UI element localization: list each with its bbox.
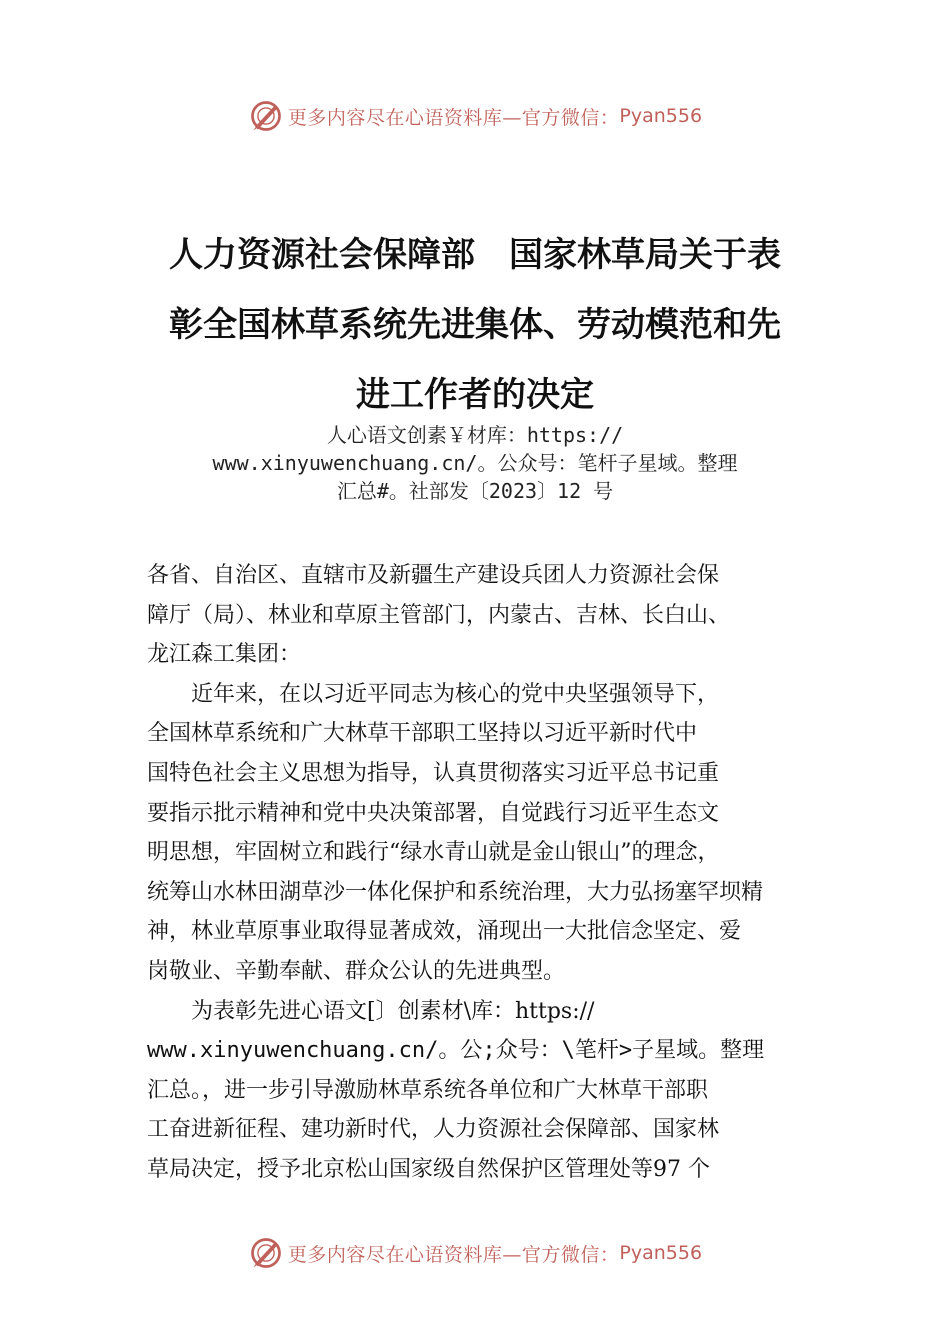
body-line-15: 工奋进新征程、建功新时代，人力资源社会保障部、国家林 xyxy=(147,1117,720,1143)
document-title xyxy=(145,220,805,430)
document-body xyxy=(147,556,827,1190)
body-line-11: 岗敬业、辛勤奉献、群众公认的先进典型。 xyxy=(147,958,566,984)
meta-line-3: 汇总#。社部发〔2023〕12 号 xyxy=(336,479,614,503)
title-line-3: 进工作者的决定 xyxy=(356,375,594,415)
body-line-13: www.xinyuwenchuang.cn/。公;众号：\笔杆>子星域。整理 xyxy=(147,1038,765,1064)
body-line-5: 全国林草系统和广大林草干部职工坚持以习近平新时代中 xyxy=(147,721,698,747)
meta-line-2: www.xinyuwenchuang.cn/。公众号：笔杆子星域。整理 xyxy=(212,451,738,475)
body-line-4: 近年来，在以习近平同志为核心的党中央坚强领导下， xyxy=(147,681,720,707)
body-line-1: 各省、自治区、直辖市及新疆生产建设兵团人力资源社会保 xyxy=(147,563,720,588)
header-watermark-banner xyxy=(0,96,950,136)
title-line-1: 人力资源社会保障部 国家林草局关于表 xyxy=(169,235,781,275)
body-line-16: 草局决定，授予北京松山国家级自然保护区管理处等97 个 xyxy=(147,1156,710,1182)
banner-text: 更多内容尽在心语资料库—官方微信： xyxy=(287,106,620,129)
banner-handle: Pyan556 xyxy=(619,105,703,127)
banner-text: 更多内容尽在心语资料库—官方微信： xyxy=(287,1243,620,1266)
body-line-9: 统筹山水林田湖草沙一体化保护和系统治理，大力弘扬塞罕坝精 xyxy=(147,879,764,905)
title-line-2: 彰全国林草系统先进集体、劳动模范和先 xyxy=(169,305,781,345)
footer-watermark-banner xyxy=(0,1233,950,1273)
body-line-3: 龙江森工集团： xyxy=(147,642,302,668)
body-line-6: 国特色社会主义思想为指导，认真贯彻落实习近平总书记重 xyxy=(147,760,720,786)
pen-logo-icon xyxy=(248,1235,284,1271)
document-source-line xyxy=(145,421,805,505)
body-line-8: 明思想，牢固树立和践行“绿水青山就是金山银山”的理念， xyxy=(147,840,720,866)
body-line-7: 要指示批示精神和党中央决策部署，自觉践行习近平生态文 xyxy=(147,800,720,826)
body-line-2: 障厅（局）、林业和草原主管部门，内蒙古、吉林、长白山、 xyxy=(147,602,731,628)
body-line-10: 神，林业草原事业取得显著成效，涌现出一大批信念坚定、爱 xyxy=(147,919,742,945)
body-line-12: 为表彰先进心语文[〕创素材\库：https:// xyxy=(147,998,595,1024)
body-line-14: 汇总。，进一步引导激励林草系统各单位和广大林草干部职 xyxy=(147,1077,709,1103)
banner-handle: Pyan556 xyxy=(619,1242,703,1264)
meta-line-1: 人心语文创素￥材库：https:// xyxy=(326,423,624,447)
pen-logo-icon xyxy=(248,98,284,134)
